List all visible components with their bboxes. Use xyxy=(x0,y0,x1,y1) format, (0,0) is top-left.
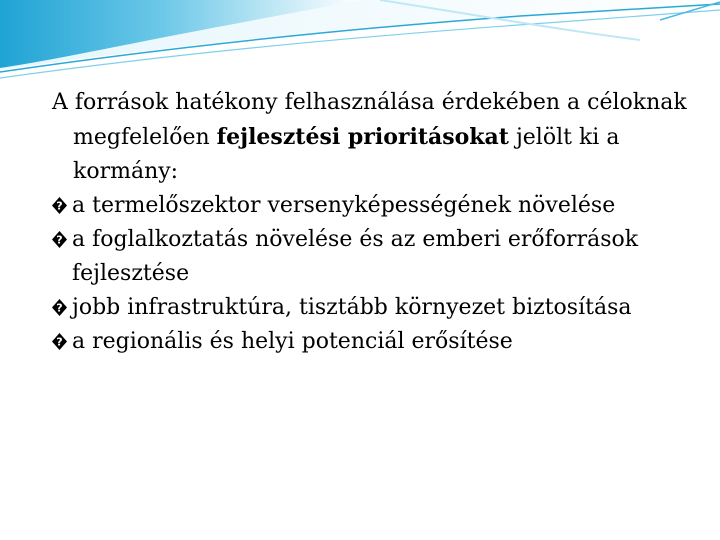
slide-body xyxy=(52,86,702,359)
list-item xyxy=(52,189,702,223)
svg-text:?: ? xyxy=(56,335,63,349)
intro-text-1: A források hatékony felhasználása érdekében a céloknak megfelelően xyxy=(52,90,687,150)
list-item xyxy=(52,325,702,359)
replacement-character-icon xyxy=(52,197,67,214)
bullet-text: a foglalkoztatás növelése és az emberi erőforrások fejlesztése xyxy=(72,227,639,286)
svg-text:?: ? xyxy=(56,301,63,315)
list-item xyxy=(52,291,702,325)
list-item xyxy=(52,223,702,291)
bullet-text: a termelőszektor versenyképességének növelése xyxy=(72,193,616,218)
bullet-text: jobb infrastruktúra, tisztább környezet biztosítása xyxy=(72,295,632,320)
svg-text:?: ? xyxy=(56,233,63,247)
replacement-character-icon xyxy=(52,231,67,248)
header-wave-decoration xyxy=(0,0,720,90)
replacement-character-icon xyxy=(52,299,67,316)
svg-text:?: ? xyxy=(56,199,63,213)
intro-bold-text: fejlesztési prioritásokat xyxy=(216,124,509,150)
bullet-text: a regionális és helyi potenciál erősítése xyxy=(72,329,513,354)
intro-text-2: jelölt ki a kormány: xyxy=(73,125,620,184)
replacement-character-icon xyxy=(52,333,67,350)
intro-paragraph xyxy=(52,86,702,189)
